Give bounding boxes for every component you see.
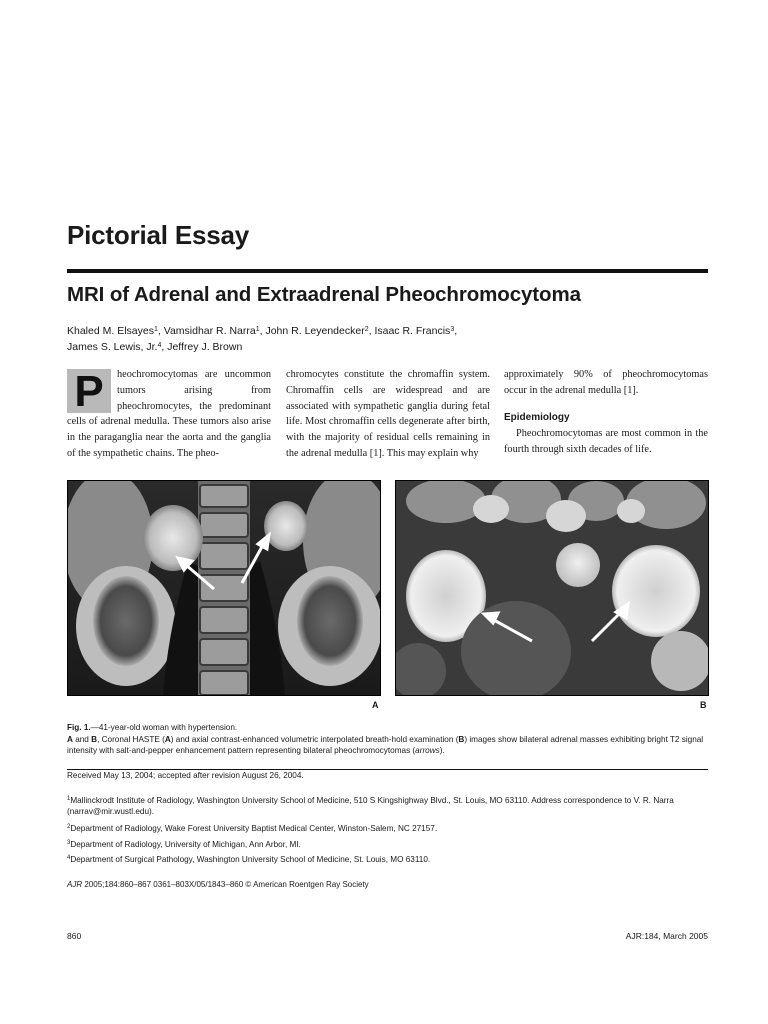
caption-text: ) and axial contrast-enhanced volumetric interpolated breath-hold examination ( <box>170 734 459 744</box>
affiliation-text: Department of Radiology, Wake Forest University Baptist Medical Center, Winston-Salem, NC 27157. <box>70 824 438 833</box>
caption-panel-ref: A <box>164 734 171 744</box>
journal-abbrev: AJR <box>67 880 83 889</box>
mri-coronal-image <box>68 481 380 695</box>
caption-panel-ref: A <box>67 734 73 744</box>
caption-text: ). <box>439 746 445 755</box>
caption-text: ) images show bilateral adrenal masses exhibiting bright T2 signal intensity with salt-and-pepper enhancement pattern representing bilateral pheochromocytomas ( <box>67 734 704 755</box>
affiliation-text: Department of Surgical Pathology, Washington University School of Medicine, St. Louis, MO 63110. <box>70 855 431 864</box>
caption-figure-number: Fig. 1. <box>67 723 91 732</box>
affiliation-footnote <box>67 795 708 817</box>
author-list: Khaled M. Elsayes$^1$, Vamsidhar R. Narra$^1$, John R. Leyendecker$^2$, Isaac R. Francis$^3$, James S. Lewis, Jr.$^4$, Jeffrey J. Brown <box>67 325 458 353</box>
caption-text: and <box>72 734 92 744</box>
received-dates: Received May 13, 2004; accepted after revision August 26, 2004. <box>67 771 304 780</box>
figure-panel-a-mri-image <box>67 480 381 696</box>
caption-subtitle: —41-year-old woman with hypertension. <box>90 723 238 732</box>
affiliation-mark: 3 <box>67 840 71 846</box>
body-column-1 <box>67 367 271 462</box>
author-name: Jeffrey J. Brown <box>167 341 243 353</box>
author-name: Vamsidhar R. Narra <box>163 325 256 337</box>
affiliation-text: Mallinckrodt Institute of Radiology, Washington University School of Medicine, 510 S Kingshighway Blvd., St. Louis, MO 63110. Address correspondence to V. R. Narra (narrav@mir.wustl.edu). <box>67 796 674 816</box>
author-name: John R. Leyendecker <box>265 325 365 337</box>
citation-text: 2005;184:860–867 0361–803X/05/1843–860 © American Roentgen Ray Society <box>82 880 369 889</box>
affiliation-mark: 2 <box>67 824 71 830</box>
subheading-epidemiology: Epidemiology <box>504 411 570 423</box>
figure-panel-b-mri-image <box>395 480 709 696</box>
figure-caption <box>67 722 708 757</box>
affiliation-mark: 4 <box>67 855 71 861</box>
author-affiliation-mark: 2 <box>364 326 369 333</box>
body-text: chromocytes constitute the chromaffin system. Chromaffin cells are widespread and are associated with sympathetic ganglia during fetal life. Most chromaffin cells degenerate after birth, with the majority of residual cells remaining in the adrenal medulla [1]. This may explain why <box>286 369 490 459</box>
body-text: heochromocytomas are uncommon tumors arising from pheochromocytes, the predominant cells of adrenal medulla. These tumors also arise in the paraganglia near the aorta and the ganglia of the sympathetic chains. The pheo- <box>67 369 271 459</box>
title-rule <box>67 269 708 273</box>
drop-cap: P <box>67 369 111 413</box>
author-affiliation-mark: 4 <box>157 342 162 349</box>
mri-axial-image <box>396 481 708 695</box>
running-footer: AJR:184, March 2005 <box>625 931 708 941</box>
panel-label-b: B <box>700 700 707 710</box>
panel-label-a: A <box>372 700 379 710</box>
journal-citation <box>67 880 369 889</box>
affiliation-text: Department of Radiology, University of Michigan, Ann Arbor, MI. <box>70 840 301 849</box>
author-affiliation-mark: 1 <box>153 326 158 333</box>
affiliation-footnote <box>67 823 708 834</box>
affiliation-footnote <box>67 854 708 865</box>
body-text: Pheochromocytomas are most common in the fourth through sixth decades of life. <box>504 428 708 456</box>
body-text: approximately 90% of pheochromocytomas occur in the adrenal medulla [1]. <box>504 369 708 396</box>
body-column-2 <box>286 367 490 462</box>
caption-panel-ref: B <box>91 734 98 744</box>
affiliation-footnote <box>67 839 708 850</box>
author-name: Isaac R. Francis <box>374 325 451 337</box>
author-affiliation-mark: 3 <box>450 326 455 333</box>
affiliation-mark: 1 <box>67 796 71 802</box>
article-title: MRI of Adrenal and Extraadrenal Pheochromocytoma <box>67 283 581 306</box>
body-column-3 <box>504 367 708 458</box>
author-name: Khaled M. Elsayes <box>67 325 154 337</box>
caption-text: arrows <box>415 746 440 755</box>
caption-panel-ref: B <box>458 734 465 744</box>
section-label: Pictorial Essay <box>67 220 249 250</box>
author-affiliation-mark: 1 <box>255 326 260 333</box>
page-number: 860 <box>67 931 82 941</box>
footnote-rule <box>67 769 708 770</box>
caption-text: , Coronal HASTE ( <box>97 734 165 744</box>
author-name: James S. Lewis, Jr. <box>67 341 158 353</box>
